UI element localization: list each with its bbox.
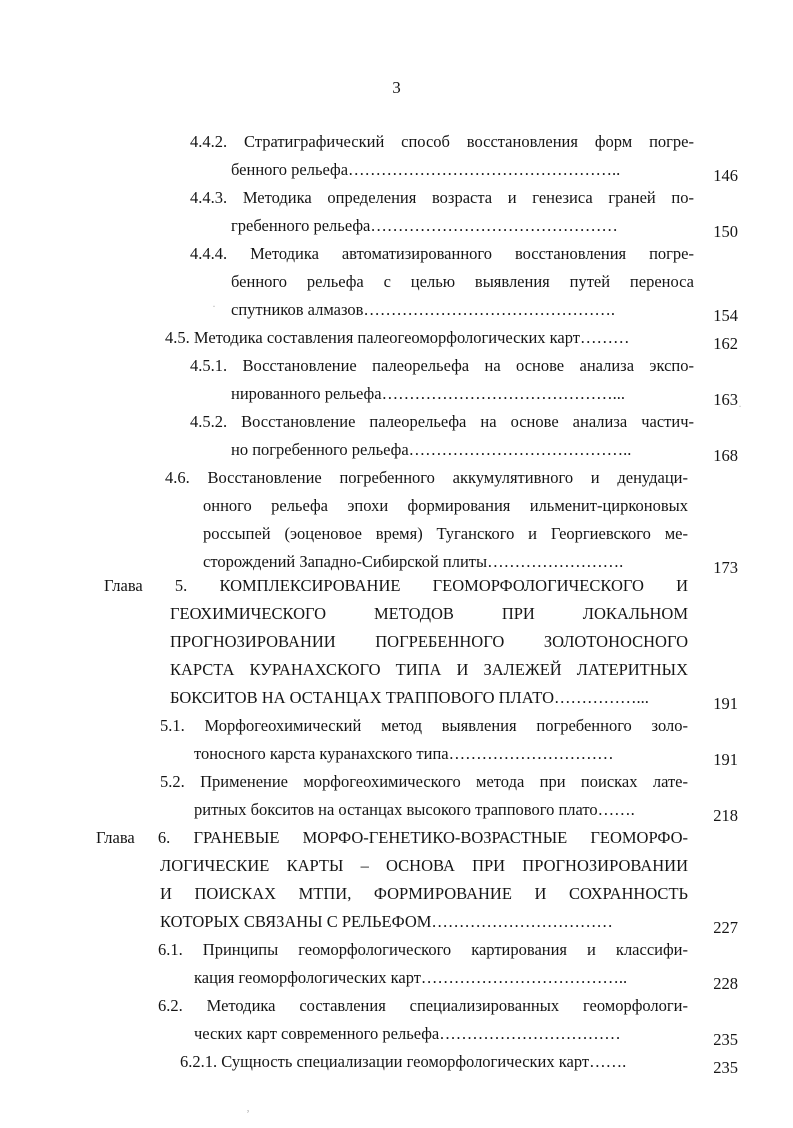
toc-page-number: 163 bbox=[713, 390, 738, 409]
toc-entry-line: 6.2. Методика составления специализированных геоморфологи- bbox=[158, 996, 688, 1015]
toc-entry-line: ПРОГНОЗИРОВАНИИ ПОГРЕБЕННОГО ЗОЛОТОНОСНОГО bbox=[170, 632, 688, 651]
toc-entry-line: гребенного рельефа……………………………………… bbox=[231, 216, 618, 235]
toc-entry-line: 4.4.3. Методика определения возраста и генезиса граней по- bbox=[190, 188, 694, 207]
toc-page-number: 191 bbox=[713, 694, 738, 713]
toc-entry-line: 4.5. Методика составления палеогеоморфологических карт……… bbox=[165, 328, 630, 347]
toc-entry-line: КОТОРЫХ СВЯЗАНЫ С РЕЛЬЕФОМ…………………………… bbox=[160, 912, 613, 931]
toc-entry-line: ритных бокситов на останцах высокого траппового плато……. bbox=[194, 800, 635, 819]
toc-entry-line: 4.5.2. Восстановление палеорельефа на основе анализа частич- bbox=[190, 412, 694, 431]
toc-page-number: 218 bbox=[713, 806, 738, 825]
toc-entry-line: БОКСИТОВ НА ОСТАНЦАХ ТРАППОВОГО ПЛАТО……………... bbox=[170, 688, 649, 707]
scan-speck: · bbox=[212, 299, 216, 313]
toc-entry-line: КАРСТА КУРАНАХСКОГО ТИПА И ЗАЛЕЖЕЙ ЛАТЕРИТНЫХ bbox=[170, 660, 688, 679]
toc-entry-line: тоносного карста куранахского типа………………………… bbox=[194, 744, 614, 763]
toc-entry-line: россыпей (эоценовое время) Туганского и Георгиевского ме- bbox=[203, 524, 688, 543]
toc-entry-line: кация геоморфологических карт……………………………….. bbox=[194, 968, 628, 987]
toc-entry-line: но погребенного рельефа………………………………….. bbox=[231, 440, 632, 459]
toc-entry-line: И ПОИСКАХ МТПИ, ФОРМИРОВАНИЕ И СОХРАННОСТЬ bbox=[160, 884, 688, 903]
toc-entry-line: 4.4.2. Стратиграфический способ восстановления форм погре- bbox=[190, 132, 694, 151]
toc-entry-line: бенного рельефа с целью выявления путей переноса bbox=[231, 272, 694, 291]
toc-page-number: 168 bbox=[713, 446, 738, 465]
toc-entry-line: бенного рельефа………………………………………….. bbox=[231, 160, 621, 179]
toc-entry-line: онного рельефа эпохи формирования ильменит-цирконовых bbox=[203, 496, 688, 515]
toc-entry-line: 4.4.4. Методика автоматизированного восстановления погре- bbox=[190, 244, 694, 263]
toc-entry-line: ческих карт современного рельефа…………………………… bbox=[194, 1024, 621, 1043]
toc-entry-line: Глава 5. КОМПЛЕКСИРОВАНИЕ ГЕОМОРФОЛОГИЧЕСКОГО И bbox=[104, 576, 688, 595]
toc-page-number: 235 bbox=[713, 1058, 738, 1077]
toc-entry-line: ГЕОХИМИЧЕСКОГО МЕТОДОВ ПРИ ЛОКАЛЬНОМ bbox=[170, 604, 688, 623]
toc-page-number: 235 bbox=[713, 1030, 738, 1049]
toc-entry-line: спутников алмазов………………………………………. bbox=[231, 300, 616, 319]
toc-entry-line: 6.1. Принципы геоморфологического картирования и классифи- bbox=[158, 940, 688, 959]
toc-entry-line: 4.6. Восстановление погребенного аккумулятивного и денудаци- bbox=[165, 468, 688, 487]
toc-page-number: 228 bbox=[713, 974, 738, 993]
page-number: 3 bbox=[392, 78, 401, 97]
scan-speck: · bbox=[738, 399, 742, 413]
toc-page-number: 191 bbox=[713, 750, 738, 769]
toc-entry-line: 5.2. Применение морфогеохимического метода при поисках лате- bbox=[160, 772, 688, 791]
scan-speck: ʼ bbox=[246, 1107, 250, 1121]
toc-page-number: 154 bbox=[713, 306, 738, 325]
toc-entry-line: сторождений Западно-Сибирской плиты……………………. bbox=[203, 552, 624, 571]
toc-entry-line: 5.1. Морфогеохимический метод выявления погребенного золо- bbox=[160, 716, 688, 735]
toc-entry-line: нированного рельефа……………………………………... bbox=[231, 384, 625, 403]
toc-entry-line: ЛОГИЧЕСКИЕ КАРТЫ – ОСНОВА ПРИ ПРОГНОЗИРОВАНИИ bbox=[160, 856, 688, 875]
toc-page-number: 150 bbox=[713, 222, 738, 241]
toc-page-number: 227 bbox=[713, 918, 738, 937]
toc-page-number: 173 bbox=[713, 558, 738, 577]
toc-page-number: 146 bbox=[713, 166, 738, 185]
toc-entry-line: 4.5.1. Восстановление палеорельефа на основе анализа экспо- bbox=[190, 356, 694, 375]
toc-entry-line: Глава 6. ГРАНЕВЫЕ МОРФО-ГЕНЕТИКО-ВОЗРАСТНЫЕ ГЕОМОРФО- bbox=[96, 828, 688, 847]
toc-entry-line: 6.2.1. Сущность специализации геоморфологических карт……. bbox=[180, 1052, 627, 1071]
toc-page-number: 162 bbox=[713, 334, 738, 353]
